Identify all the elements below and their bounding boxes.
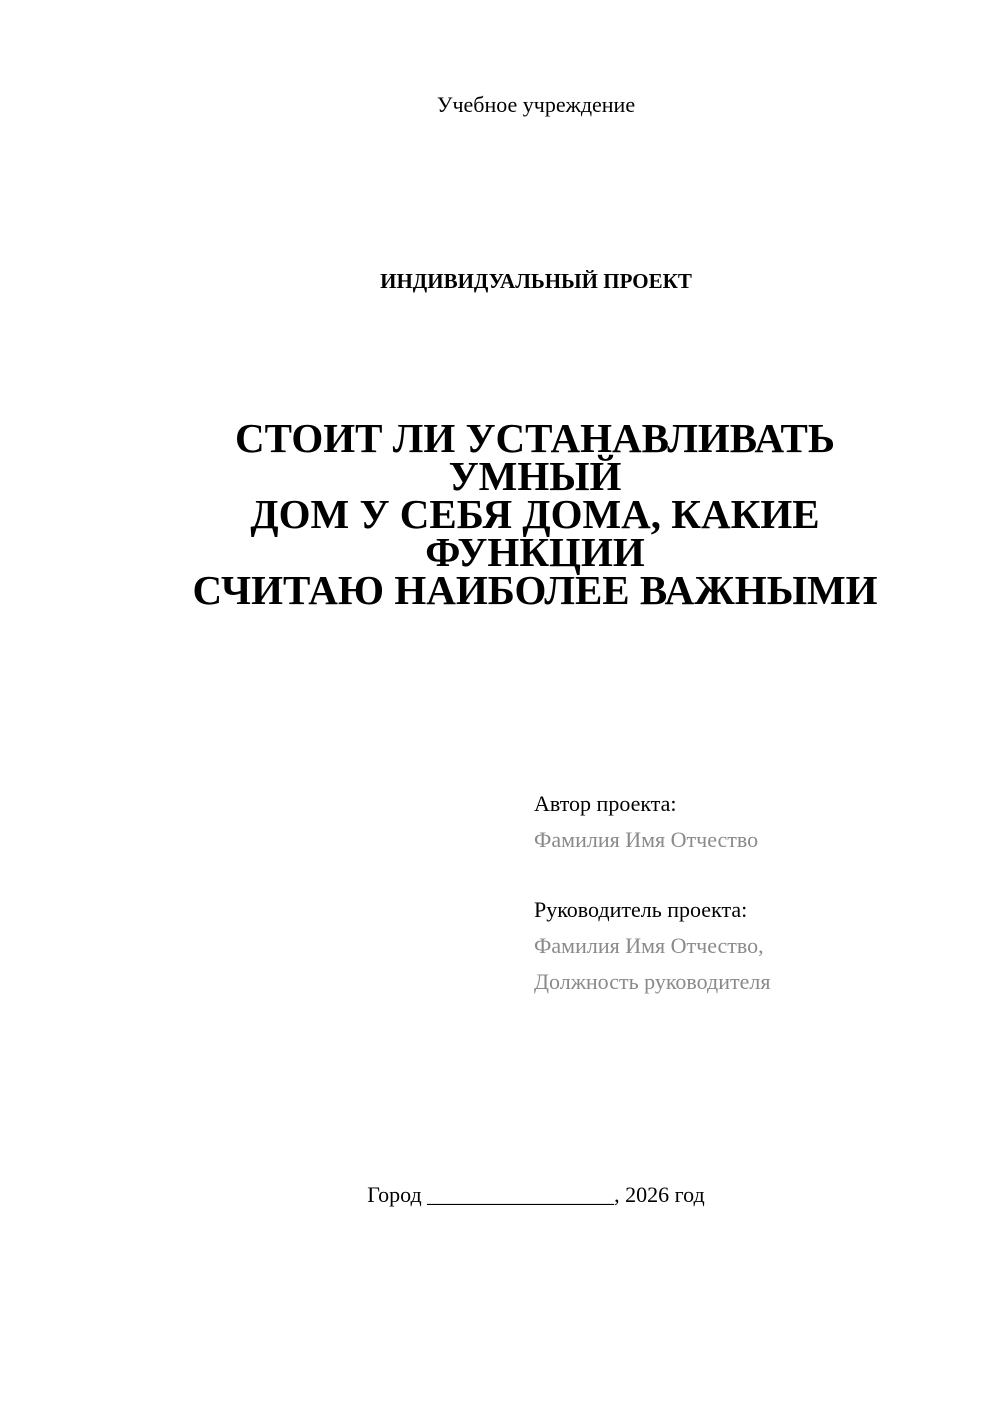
project-type-heading: ИНДИВИДУАЛЬНЫЙ ПРОЕКТ xyxy=(380,269,692,293)
supervisor-label: Руководитель проекта: xyxy=(534,897,748,922)
project-title-line: СТОИТ ЛИ УСТАНАВЛИВАТЬ УМНЫЙ xyxy=(234,415,836,499)
supervisor-position: Должность руководителя xyxy=(534,969,771,994)
author-block xyxy=(534,786,954,858)
project-title xyxy=(150,415,920,613)
city-year-line: Город _________________, 2026 год xyxy=(367,1182,705,1207)
author-label: Автор проекта: xyxy=(534,791,677,816)
author-name: Фамилия Имя Отчество xyxy=(534,827,759,852)
supervisor-name: Фамилия Имя Отчество, xyxy=(534,933,764,958)
project-title-line: СЧИТАЮ НАИБОЛЕЕ ВАЖНЫМИ xyxy=(192,567,878,613)
supervisor-block xyxy=(534,892,954,1000)
project-title-line: ДОМ У СЕБЯ ДОМА, КАКИЕ ФУНКЦИИ xyxy=(250,491,820,575)
institution-name: Учебное учреждение xyxy=(436,92,636,117)
